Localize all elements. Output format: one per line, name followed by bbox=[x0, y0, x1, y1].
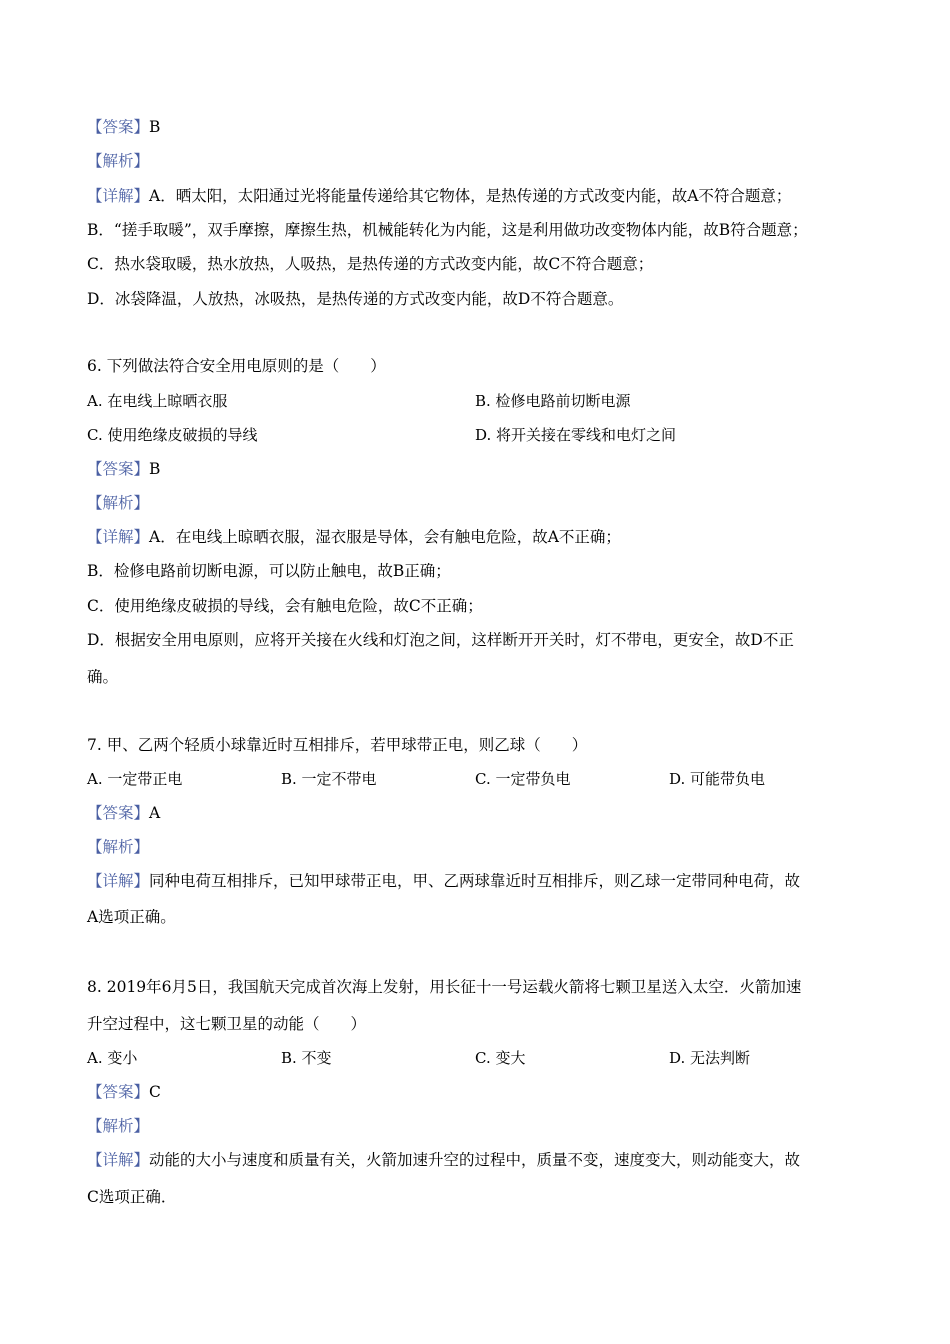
q8-option-a: A. 变小 bbox=[87, 1049, 138, 1067]
q7-analysis-tag: 【解析】 bbox=[87, 838, 150, 856]
detail-tag: 【详解】 bbox=[87, 872, 150, 890]
detail-text: 同种电荷互相排斥，已知甲球带正电，甲、乙两球靠近时互相排斥，则乙球一定带同种电荷，故 bbox=[149, 872, 801, 890]
q7-option-c: C. 一定带负电 bbox=[475, 770, 571, 788]
q5-analysis-tag: 【解析】 bbox=[87, 152, 150, 170]
answer-tag: 【答案】 bbox=[87, 1083, 150, 1101]
detail-text: A．在电线上晾晒衣服，湿衣服是导体，会有触电危险，故A不正确； bbox=[149, 528, 621, 546]
q8-question-line: 8. 2019年6月5日，我国航天完成首次海上发射，用长征十一号运载火箭将七颗卫星送入太空．火箭加速 bbox=[87, 978, 802, 996]
q8-option-b: B. 不变 bbox=[281, 1049, 332, 1067]
q7-question: 7. 甲、乙两个轻质小球靠近时互相排斥，若甲球带正电，则乙球（ ） bbox=[87, 736, 588, 754]
detail-text: A．晒太阳，太阳通过光将能量传递给其它物体，是热传递的方式改变内能，故A不符合题意； bbox=[149, 187, 792, 205]
q6-detail-line: C．使用绝缘皮破损的导线，会有触电危险，故C不正确； bbox=[87, 597, 483, 615]
answer-value: C bbox=[149, 1083, 161, 1101]
q6-question: 6. 下列做法符合安全用电原则的是（ ） bbox=[87, 357, 386, 375]
q6-detail-line bbox=[87, 527, 621, 547]
answer-value: B bbox=[149, 460, 161, 478]
q6-analysis-tag: 【解析】 bbox=[87, 494, 150, 512]
answer-tag: 【答案】 bbox=[87, 460, 150, 478]
q8-option-d: D. 无法判断 bbox=[669, 1049, 751, 1067]
q5-detail-line: D．冰袋降温，人放热，冰吸热，是热传递的方式改变内能，故D不符合题意。 bbox=[87, 290, 624, 308]
answer-value: A bbox=[149, 804, 161, 822]
q8-option-c: C. 变大 bbox=[475, 1049, 526, 1067]
q6-option-b: B. 检修电路前切断电源 bbox=[475, 392, 631, 410]
q5-detail-line: C．热水袋取暖，热水放热，人吸热，是热传递的方式改变内能，故C不符合题意； bbox=[87, 255, 654, 273]
answer-tag: 【答案】 bbox=[87, 804, 150, 822]
q8-question-line: 升空过程中，这七颗卫星的动能（ ） bbox=[87, 1015, 367, 1033]
q6-option-a: A. 在电线上晾晒衣服 bbox=[87, 392, 228, 410]
detail-tag: 【详解】 bbox=[87, 528, 150, 546]
answer-value: B bbox=[149, 118, 161, 136]
q6-detail-line: D．根据安全用电原则，应将开关接在火线和灯泡之间，这样断开开关时，灯不带电，更安全，故D不正 bbox=[87, 631, 794, 649]
q8-detail-line bbox=[87, 1150, 800, 1170]
q7-detail-line: A选项正确。 bbox=[87, 908, 176, 926]
q8-detail-line: C选项正确． bbox=[87, 1188, 177, 1206]
detail-tag: 【详解】 bbox=[87, 187, 150, 205]
detail-tag: 【详解】 bbox=[87, 1151, 150, 1169]
q5-detail-line: B．“搓手取暖”，双手摩擦，摩擦生热，机械能转化为内能，这是利用做功改变物体内能，故B符合题意； bbox=[87, 221, 808, 239]
q6-answer bbox=[87, 459, 160, 479]
q7-answer bbox=[87, 803, 160, 823]
q5-detail-line bbox=[87, 186, 791, 206]
q6-detail-line: B．检修电路前切断电源，可以防止触电，故B正确； bbox=[87, 562, 451, 580]
q6-option-d: D. 将开关接在零线和电灯之间 bbox=[475, 426, 677, 444]
q5-answer bbox=[87, 117, 160, 137]
q6-detail-line: 确。 bbox=[87, 668, 119, 686]
q6-option-c: C. 使用绝缘皮破损的导线 bbox=[87, 426, 258, 444]
q7-option-a: A. 一定带正电 bbox=[87, 770, 183, 788]
q7-option-b: B. 一定不带电 bbox=[281, 770, 377, 788]
q8-answer bbox=[87, 1082, 161, 1102]
q8-analysis-tag: 【解析】 bbox=[87, 1117, 150, 1135]
detail-text: 动能的大小与速度和质量有关，火箭加速升空的过程中，质量不变，速度变大，则动能变大，故 bbox=[149, 1151, 801, 1169]
q7-option-d: D. 可能带负电 bbox=[669, 770, 766, 788]
q7-detail-line bbox=[87, 871, 800, 891]
answer-tag: 【答案】 bbox=[87, 118, 150, 136]
